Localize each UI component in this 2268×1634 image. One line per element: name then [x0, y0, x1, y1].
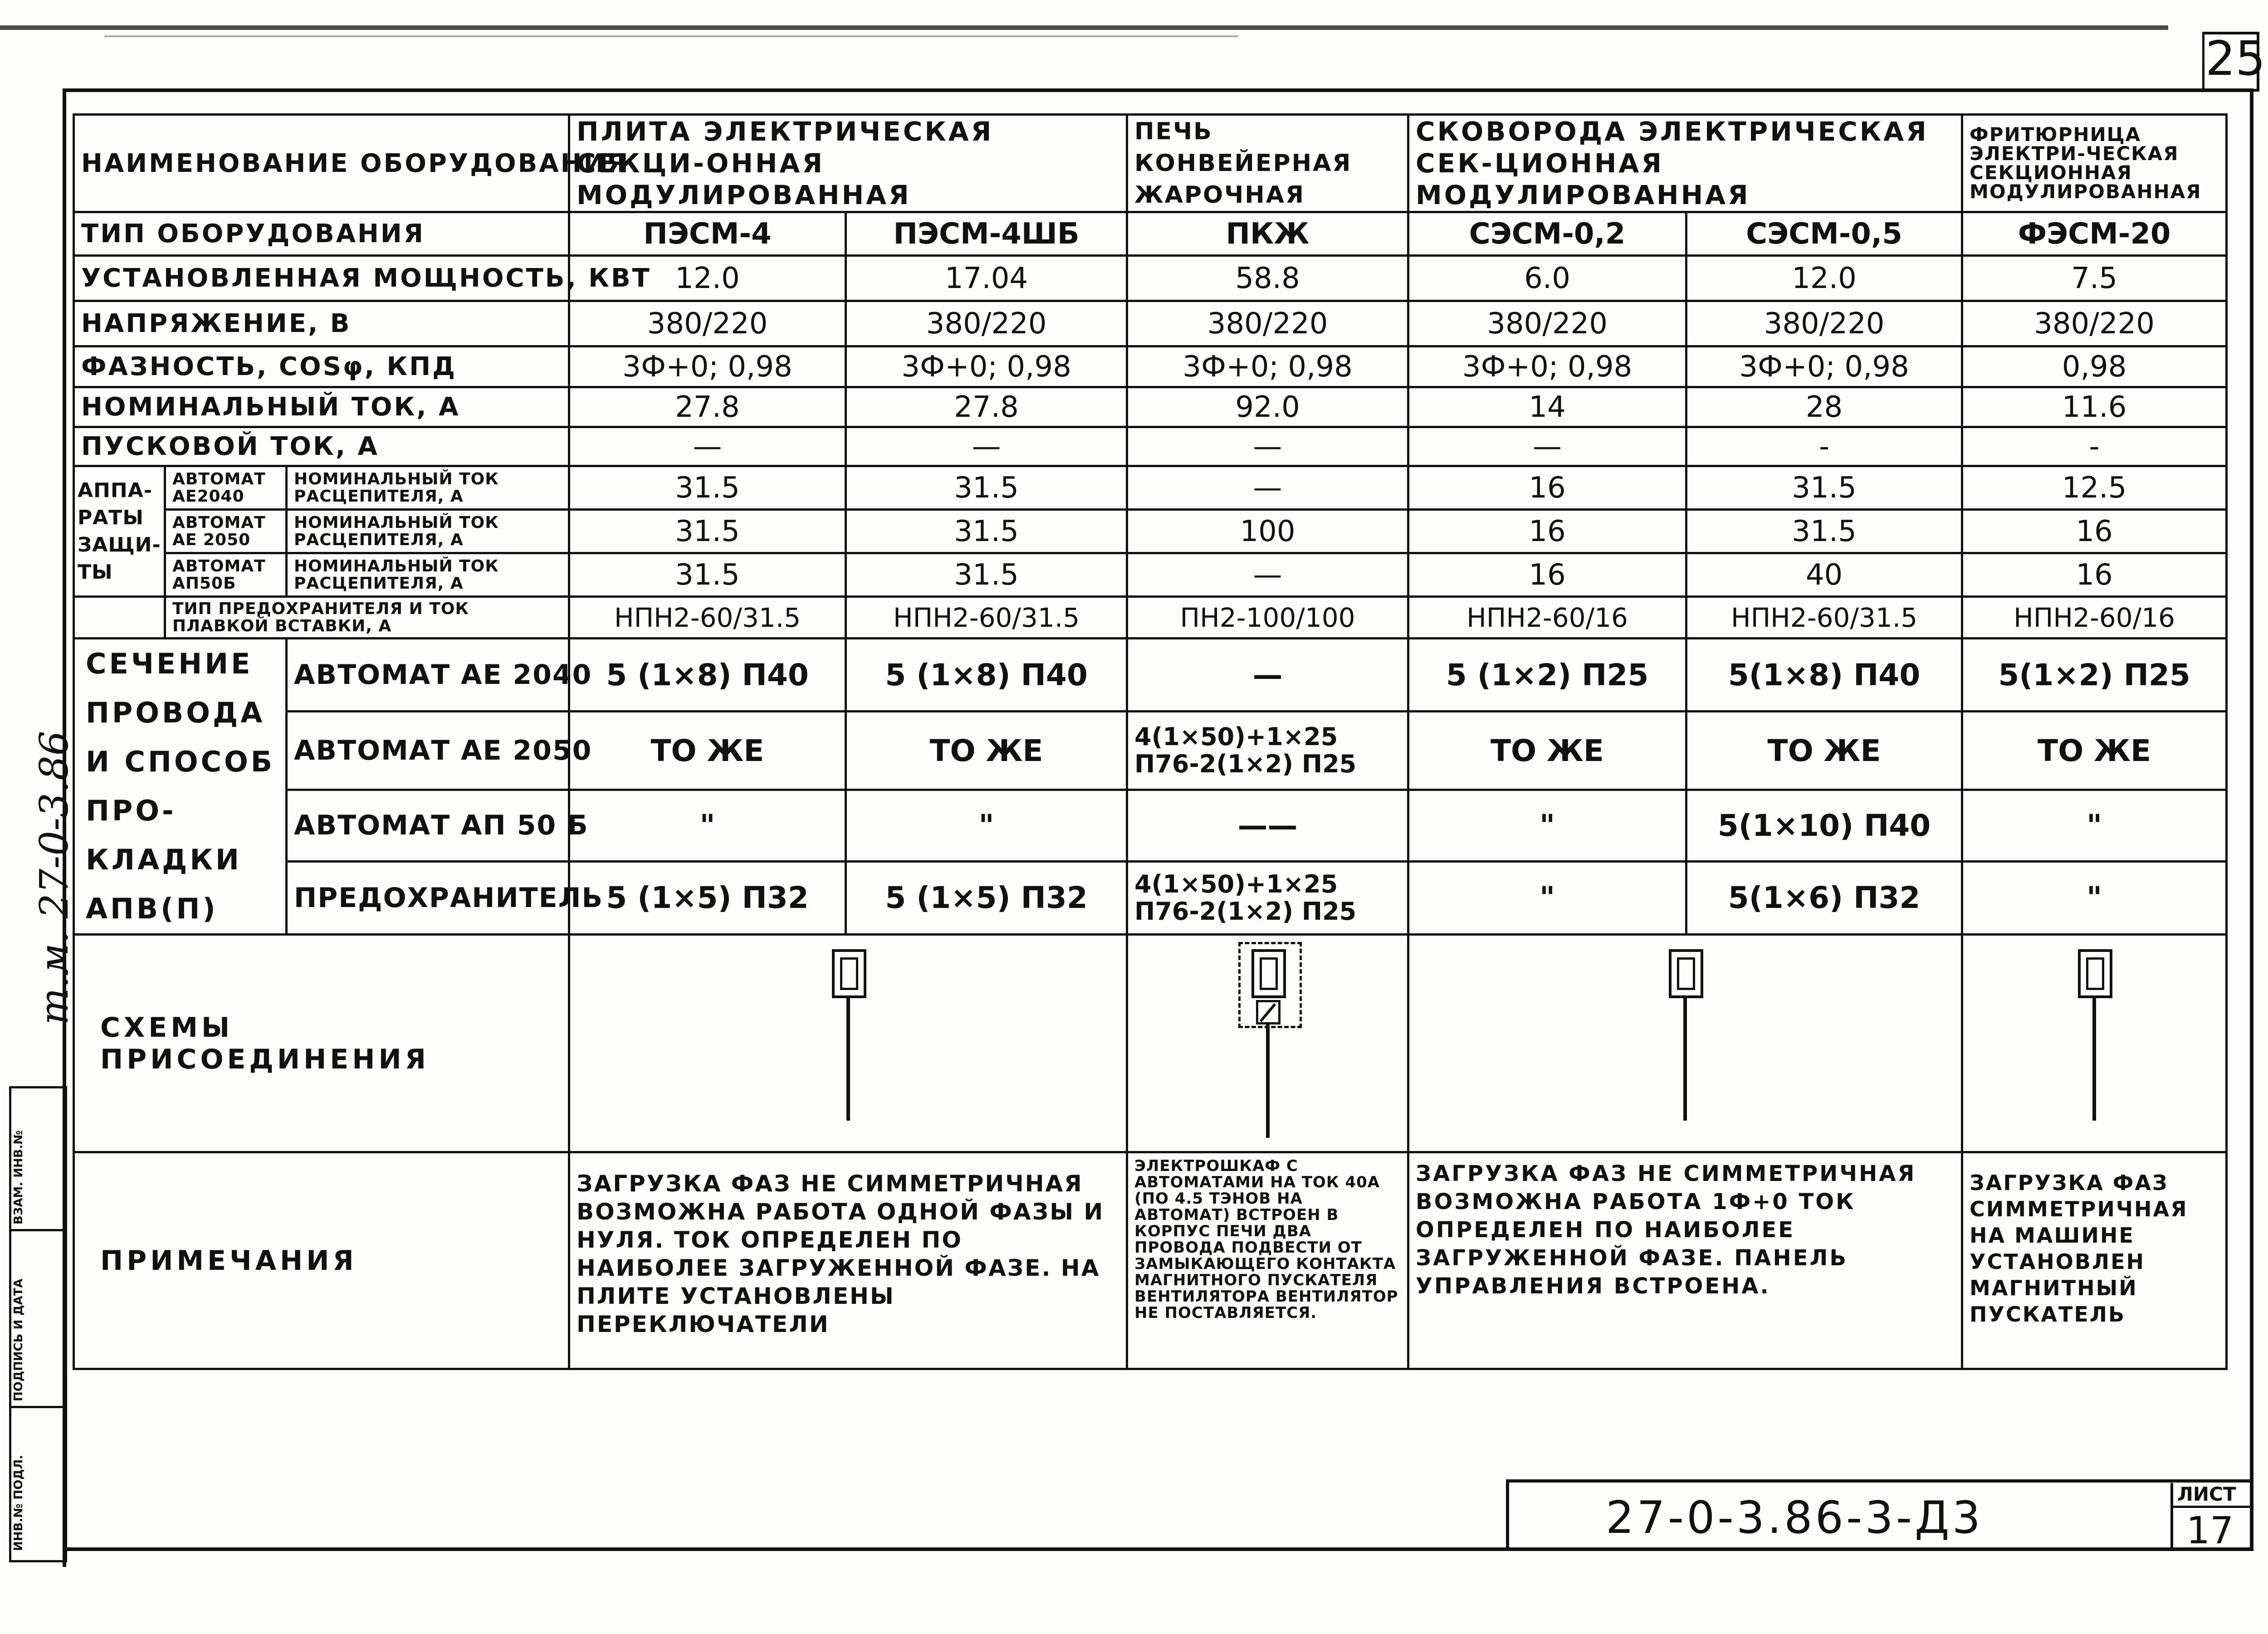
sheet-label: ЛИСТ — [2177, 1483, 2236, 1505]
row-label-nominal-current: НОМИНАЛЬНЫЙ ТОК, А — [74, 387, 569, 427]
cell-voltage: 380/220 — [569, 301, 846, 346]
row-label-wire-fuse: ПРЕДОХРАНИТЕЛЬ — [287, 861, 569, 934]
table-row — [74, 301, 2227, 346]
cell-power: 6.0 — [1408, 256, 1686, 301]
table-row — [74, 712, 2227, 790]
cell-ae2050: 31.5 — [846, 510, 1127, 553]
table-row — [74, 790, 2227, 861]
cell-ae2050: 16 — [1962, 510, 2227, 553]
cell-wire-ap50b: 5(1×10) П40 — [1686, 790, 1962, 861]
cell-phase: 3Ф+0; 0,98 — [846, 346, 1127, 387]
cell-nominal-current: 14 — [1408, 387, 1686, 427]
table-row — [74, 1152, 2227, 1369]
cell-wire-ae2040: 5(1×2) П25 — [1962, 639, 2227, 712]
cell-power: 17.04 — [846, 256, 1127, 301]
cell-wire-fuse: " — [1962, 861, 2227, 934]
cell-ae2040: 16 — [1408, 466, 1686, 510]
cell-start-current: - — [1686, 427, 1962, 466]
table-row — [74, 597, 2227, 639]
cell-wire-ae2040: 5 (1×8) П40 — [569, 639, 846, 712]
row-label-protection-group: АППА-РАТЫ ЗАЩИ-ТЫ — [74, 466, 165, 597]
cell-wire-fuse: 4(1×50)+1×25 П76-2(1×2) П25 — [1127, 861, 1408, 934]
cell-fuse-type: НПН2-60/31.5 — [1686, 597, 1962, 639]
cell-wire-ae2040: — — [1127, 639, 1408, 712]
cell-wire-ap50b: " — [846, 790, 1127, 861]
cell-power: 12.0 — [1686, 256, 1962, 301]
table-row — [74, 115, 2227, 212]
stamp-replace-label: ВЗАМ. ИНВ.№ — [12, 1130, 25, 1224]
cell-fuse-type: НПН2-60/16 — [1962, 597, 2227, 639]
row-label-power: УСТАНОВЛЕННАЯ МОЩНОСТЬ, КВТ — [74, 256, 569, 301]
cell-phase: 0,98 — [1962, 346, 2227, 387]
connection-scheme-icon — [570, 936, 1126, 1151]
cell-fuse-type: НПН2-60/16 — [1408, 597, 1686, 639]
cell-wire-ae2050: ТО ЖЕ — [1408, 712, 1686, 790]
row-label-fuse-type: ТИП ПРЕДОХРАНИТЕЛЯ И ТОК ПЛАВКОЙ ВСТАВКИ, А — [165, 597, 569, 639]
socket-icon — [832, 949, 866, 998]
row-label-ae2050: АВТОМАТ АЕ 2050 — [165, 510, 287, 553]
frame-right — [2250, 88, 2253, 1551]
cell-nominal-current: 11.6 — [1962, 387, 2227, 427]
cell-phase: 3Ф+0; 0,98 — [1686, 346, 1962, 387]
cell-wire-ae2050: ТО ЖЕ — [1686, 712, 1962, 790]
note-pan: ЗАГРУЗКА ФАЗ НЕ СИММЕТРИЧНАЯ ВОЗМОЖНА РАБОТА 1Ф+0 ТОК ОПРЕДЕЛЕН ПО НАИБОЛЕЕ ЗАГРУЖЕННОЙ ФАЗЕ. ПАНЕЛЬ УПРАВЛЕНИЯ ВСТРОЕНА. — [1408, 1152, 1962, 1369]
cell-start-current: — — [846, 427, 1127, 466]
cell-ap50b: 16 — [1408, 553, 1686, 597]
cell-ap50b: 16 — [1962, 553, 2227, 597]
cell-start-current: — — [1127, 427, 1408, 466]
group-header-pan: СКОВОРОДА ЭЛЕКТРИЧЕСКАЯ СЕК-ЦИОННАЯ МОДУЛИРОВАННАЯ — [1408, 115, 1962, 212]
group-header-stove: ПЛИТА ЭЛЕКТРИЧЕСКАЯ СЕКЦИ-ОННАЯ МОДУЛИРОВАННАЯ — [569, 115, 1127, 212]
cell-ae2040: 31.5 — [846, 466, 1127, 510]
table-row — [74, 935, 2227, 1152]
cell-ae2040: 31.5 — [1686, 466, 1962, 510]
cell-wire-ae2050: ТО ЖЕ — [1962, 712, 2227, 790]
row-label-voltage: НАПРЯЖЕНИЕ, В — [74, 301, 569, 346]
sheet-number: 17 — [2186, 1509, 2234, 1552]
cell-wire-ap50b: " — [1408, 790, 1686, 861]
breaker-icon — [1256, 1000, 1281, 1024]
stamp-inv-label: ИНВ.№ ПОДЛ. — [12, 1454, 25, 1551]
group-header-oven: ПЕЧЬ КОНВЕЙЕРНАЯ ЖАРОЧНАЯ — [1127, 115, 1408, 212]
table-row — [74, 387, 2227, 427]
feed-line — [2092, 998, 2096, 1121]
cell-start-current: - — [1962, 427, 2227, 466]
cell-fuse-type: НПН2-60/31.5 — [846, 597, 1127, 639]
row-label-name: НАИМЕНОВАНИЕ ОБОРУДОВАНИЯ — [74, 115, 569, 212]
top-rule — [0, 25, 2168, 30]
cell-nominal-current: 92.0 — [1127, 387, 1408, 427]
stamp-divider — [9, 1406, 65, 1408]
cell-voltage: 380/220 — [846, 301, 1127, 346]
table-row — [74, 212, 2227, 256]
cell-wire-fuse: " — [1408, 861, 1686, 934]
note-fryer: ЗАГРУЗКА ФАЗ СИММЕТРИЧНАЯ НА МАШИНЕ УСТАНОВЛЕН МАГНИТНЫЙ ПУСКАТЕЛЬ — [1962, 1152, 2227, 1369]
table-row — [74, 510, 2227, 553]
table-row — [74, 861, 2227, 934]
cell-wire-ae2040: 5(1×8) П40 — [1686, 639, 1962, 712]
cell-ae2050: 31.5 — [1686, 510, 1962, 553]
row-label-release-current: НОМИНАЛЬНЫЙ ТОК РАСЦЕПИТЕЛЯ, А — [287, 553, 569, 597]
table-row — [74, 346, 2227, 387]
cell-nominal-current: 28 — [1686, 387, 1962, 427]
cell-type: ПЭСМ-4 — [569, 212, 846, 256]
cell-phase: 3Ф+0; 0,98 — [569, 346, 846, 387]
cell-wire-fuse: 5 (1×5) П32 — [846, 861, 1127, 934]
cell-voltage: 380/220 — [1962, 301, 2227, 346]
row-label-wire-ae2050: АВТОМАТ АЕ 2050 — [287, 712, 569, 790]
stamp-divider — [9, 1229, 65, 1231]
sheet-divider — [2170, 1506, 2250, 1508]
table-row — [74, 639, 2227, 712]
cell-wire-ae2050: ТО ЖЕ — [846, 712, 1127, 790]
row-label-wire-group: СЕЧЕНИЕ ПРОВОДА И СПОСОБ ПРО-КЛАДКИ АПВ(П) — [74, 639, 287, 935]
connection-scheme-icon — [1128, 936, 1407, 1151]
table-row — [74, 427, 2227, 466]
cell-ap50b: 31.5 — [846, 553, 1127, 597]
cell-ap50b: — — [1127, 553, 1408, 597]
cell-wire-ae2050: 4(1×50)+1×25 П76-2(1×2) П25 — [1127, 712, 1408, 790]
cell-wire-ae2040: 5 (1×2) П25 — [1408, 639, 1686, 712]
row-label-phase: ФАЗНОСТЬ, COSφ, КПД — [74, 346, 569, 387]
feed-line — [1266, 1024, 1270, 1138]
equipment-spec-table — [73, 113, 2228, 1370]
scheme-pan — [1408, 935, 1962, 1152]
socket-icon — [2078, 949, 2112, 998]
note-oven: ЭЛЕКТРОШКАФ С АВТОМАТАМИ НА ТОК 40А (ПО 4.5 ТЭНОВ НА АВТОМАТ) ВСТРОЕН В КОРПУС ПЕЧИ ДВА ПРОВОДА ПОДВЕСТИ ОТ ЗАМЫКАЮЩЕГО КОНТАКТА МАГНИТНОГО ПУСКАТЕЛЯ ВЕНТИЛЯТОРА ВЕНТИЛЯТОР НЕ ПОСТАВЛЯЕТСЯ. — [1127, 1152, 1408, 1369]
table-row — [74, 553, 2227, 597]
cell-type: СЭСМ-0,5 — [1686, 212, 1962, 256]
cell-ae2040: 12.5 — [1962, 466, 2227, 510]
side-document-code: т.м. 27-0-3.86 — [32, 731, 77, 1025]
cell-phase: 3Ф+0; 0,98 — [1408, 346, 1686, 387]
feed-line — [1683, 998, 1687, 1121]
page-number: 25 — [2205, 31, 2266, 86]
row-label-notes: ПРИМЕЧАНИЯ — [74, 1152, 569, 1369]
note-stove: ЗАГРУЗКА ФАЗ НЕ СИММЕТРИЧНАЯ ВОЗМОЖНА РАБОТА ОДНОЙ ФАЗЫ И НУЛЯ. ТОК ОПРЕДЕЛЕН ПО НАИБОЛЕЕ ЗАГРУЖЕННОЙ ФАЗЕ. НА ПЛИТЕ УСТАНОВЛЕНЫ ПЕРЕКЛЮЧАТЕЛИ — [569, 1152, 1127, 1369]
table-row — [74, 256, 2227, 301]
cell-ae2050: 16 — [1408, 510, 1686, 553]
cell-ae2050: 31.5 — [569, 510, 846, 553]
cell-ae2040: 31.5 — [569, 466, 846, 510]
scheme-stove — [569, 935, 1127, 1152]
cell-voltage: 380/220 — [1408, 301, 1686, 346]
cell-voltage: 380/220 — [1686, 301, 1962, 346]
cell-ap50b: 40 — [1686, 553, 1962, 597]
cell-type: ПЭСМ-4ШБ — [846, 212, 1127, 256]
row-label-ap50b: АВТОМАТ АП50Б — [165, 553, 287, 597]
cell-wire-ap50b: " — [569, 790, 846, 861]
table-row — [74, 466, 2227, 510]
socket-icon — [1251, 949, 1286, 998]
cell-wire-fuse: 5 (1×5) П32 — [569, 861, 846, 934]
socket-icon — [1669, 949, 1703, 998]
group-header-fryer: ФРИТЮРНИЦА ЭЛЕКТРИ-ЧЕСКАЯ СЕКЦИОННАЯ МОДУЛИРОВАННАЯ — [1962, 115, 2227, 212]
scheme-oven — [1127, 935, 1408, 1152]
row-label-release-current: НОМИНАЛЬНЫЙ ТОК РАСЦЕПИТЕЛЯ, А — [287, 466, 569, 510]
row-label-type: ТИП ОБОРУДОВАНИЯ — [74, 212, 569, 256]
cell-ap50b: 31.5 — [569, 553, 846, 597]
top-rule-thin — [104, 35, 1238, 37]
cell-voltage: 380/220 — [1127, 301, 1408, 346]
connection-scheme-icon — [1409, 936, 1961, 1151]
row-label-wire-ap50b: АВТОМАТ АП 50 Б — [287, 790, 569, 861]
connection-scheme-icon — [1963, 936, 2225, 1151]
cell-wire-ae2050: ТО ЖЕ — [569, 712, 846, 790]
cell-nominal-current: 27.8 — [569, 387, 846, 427]
cell-nominal-current: 27.8 — [846, 387, 1127, 427]
document-code: 27-0-3.86-3-Д3 — [1606, 1492, 1983, 1544]
cell-fuse-type: НПН2-60/31.5 — [569, 597, 846, 639]
cell-ae2050: 100 — [1127, 510, 1408, 553]
cell-type: ФЭСМ-20 — [1962, 212, 2227, 256]
cell-wire-ae2040: 5 (1×8) П40 — [846, 639, 1127, 712]
row-label-start-current: ПУСКОВОЙ ТОК, А — [74, 427, 569, 466]
cell-power: 12.0 — [569, 256, 846, 301]
row-label-wire-ae2040: АВТОМАТ АЕ 2040 — [287, 639, 569, 712]
cell-type: ПКЖ — [1127, 212, 1408, 256]
row-label-schemes: СХЕМЫ ПРИСОЕДИНЕНИЯ — [74, 935, 569, 1152]
stamp-sign-label: ПОДПИСЬ И ДАТА — [12, 1278, 25, 1401]
cell-start-current: — — [569, 427, 846, 466]
row-label-release-current: НОМИНАЛЬНЫЙ ТОК РАСЦЕПИТЕЛЯ, А — [287, 510, 569, 553]
cell-ae2040: — — [1127, 466, 1408, 510]
feed-line — [846, 998, 850, 1121]
cell-power: 7.5 — [1962, 256, 2227, 301]
cell-wire-fuse: 5(1×6) П32 — [1686, 861, 1962, 934]
cell-fuse-type: ПН2-100/100 — [1127, 597, 1408, 639]
cell-power: 58.8 — [1127, 256, 1408, 301]
cell-wire-ap50b: " — [1962, 790, 2227, 861]
scheme-fryer — [1962, 935, 2227, 1152]
frame-top — [63, 88, 2253, 92]
cell-wire-ap50b: —— — [1127, 790, 1408, 861]
cell-type: СЭСМ-0,2 — [1408, 212, 1686, 256]
cell-start-current: — — [1408, 427, 1686, 466]
row-label-ae2040: АВТОМАТ АЕ2040 — [165, 466, 287, 510]
cell-phase: 3Ф+0; 0,98 — [1127, 346, 1408, 387]
